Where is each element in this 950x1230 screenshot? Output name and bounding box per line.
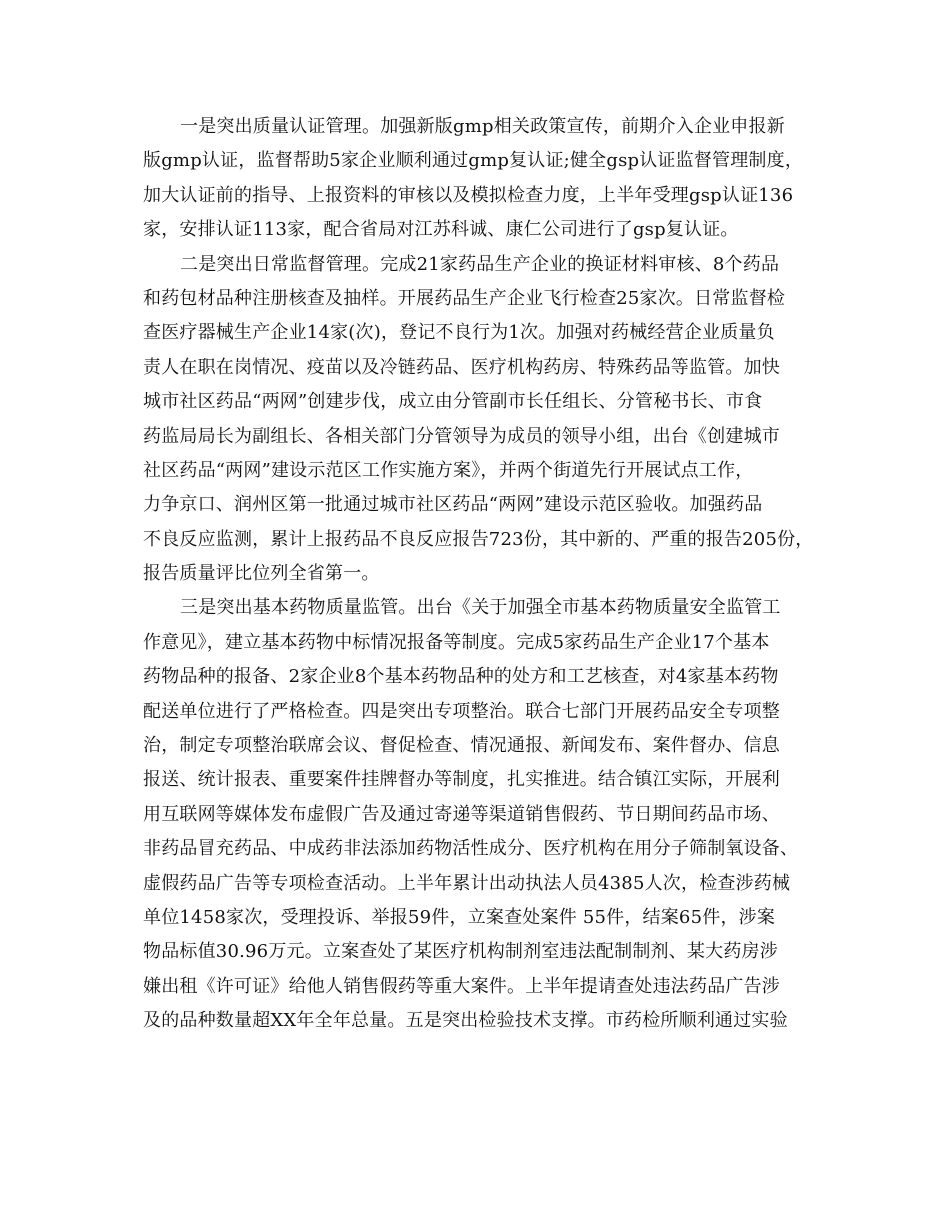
paragraph-2-line-5: 城市社区药品“两网”创建步伐，成立由分管副市长任组长、分管秘书长、市食 [143, 391, 763, 413]
document-body [143, 110, 823, 1039]
paragraph-3-line-1: 三是突出基本药物质量监管。出台《关于加强全市基本药物质量安全监管工 [180, 597, 781, 619]
paragraph-1-line-4: 家，安排认证113家，配合省局对江苏科诚、康仁公司进行了gsp复认证。 [143, 219, 739, 241]
paragraph-1-line-2: 版gmp认证，监督帮助5家企业顺利通过gmp复认证;健全gsp认证监督管理制度， [143, 150, 804, 172]
paragraph-3-line-4: 配送单位进行了严格检查。四是突出专项整治。联合七部门开展药品安全专项整 [143, 700, 780, 722]
paragraph-3-line-8: 非药品冒充药品、中成药非法添加药物活性成分、医疗机构在用分子筛制氧设备、 [143, 838, 799, 860]
paragraph-2-line-2: 和药包材品种注册核查及抽样。开展药品生产企业飞行检查25家次。日常监督检 [143, 287, 786, 309]
paragraph-3-line-12: 嫌出租《许可证》给他人销售假药等重大案件。上半年提请查处违法药品广告涉 [143, 975, 780, 997]
paragraph-2-line-8: 力争京口、润州区第一批通过城市社区药品“两网”建设示范区验收。加强药品 [143, 494, 763, 516]
paragraph-3-line-13: 及的品种数量超XX年全年总量。五是突出检验技术支撑。市药检所顺利通过实验 [143, 1010, 788, 1032]
paragraph-2-line-4: 责人在职在岗情况、疫苗以及冷链药品、医疗机构药房、特殊药品等监管。加快 [143, 356, 780, 378]
paragraph-3-line-2: 作意见》，建立基本药物中标情况报备等制度。完成5家药品生产企业17个基本 [143, 631, 770, 653]
paragraph-2-line-10: 报告质量评比位列全省第一。 [143, 563, 380, 585]
paragraph-1-line-1: 一是突出质量认证管理。加强新版gmp相关政策宣传，前期介入企业申报新 [180, 116, 785, 137]
paragraph-2-line-7: 社区药品“两网”建设示范区工作实施方案》，并两个街道先行开展试点工作， [143, 459, 754, 481]
paragraph-3-line-10: 单位1458家次，受理投诉、举报59件，立案查处案件 55件，结案65件，涉案 [143, 906, 776, 928]
paragraph-3-line-11: 物品标值30.96万元。立案查处了某医疗机构制剂室违法配制制剂、某大药房涉 [143, 941, 778, 963]
paragraph-2-line-6: 药监局局长为副组长、各相关部门分管领导为成员的领导小组，出台《创建城市 [143, 425, 780, 447]
paragraph-3-line-5: 治，制定专项整治联席会议、督促检查、情况通报、新闻发布、案件督办、信息 [143, 735, 780, 757]
paragraph-2-line-1: 二是突出日常监督管理。完成21家药品生产企业的换证材料审核、8个药品 [180, 253, 780, 275]
paragraph-2-line-3: 查医疗器械生产企业14家(次)，登记不良行为1次。加强对药械经营企业质量负 [143, 322, 775, 344]
paragraph-3-line-6: 报送、统计报表、重要案件挂牌督办等制度，扎实推进。结合镇江实际，开展利 [143, 769, 780, 791]
paragraph-3-line-7: 用互联网等媒体发布虚假广告及通过寄递等渠道销售假药、节日期间药品市场、 [143, 803, 780, 825]
paragraph-1-line-3: 加大认证前的指导、上报资料的审核以及模拟检查力度，上半年受理gsp认证136 [143, 184, 794, 206]
paragraph-3-line-3: 药物品种的报备、2家企业8个基本药物品种的处方和工艺核查，对4家基本药物 [143, 666, 779, 688]
paragraph-2-line-9: 不良反应监测，累计上报药品不良反应报告723份，其中新的、严重的报告205份， [143, 528, 814, 550]
paragraph-3-line-9: 虚假药品广告等专项检查活动。上半年累计出动执法人员4385人次，检查涉药械 [143, 872, 791, 894]
